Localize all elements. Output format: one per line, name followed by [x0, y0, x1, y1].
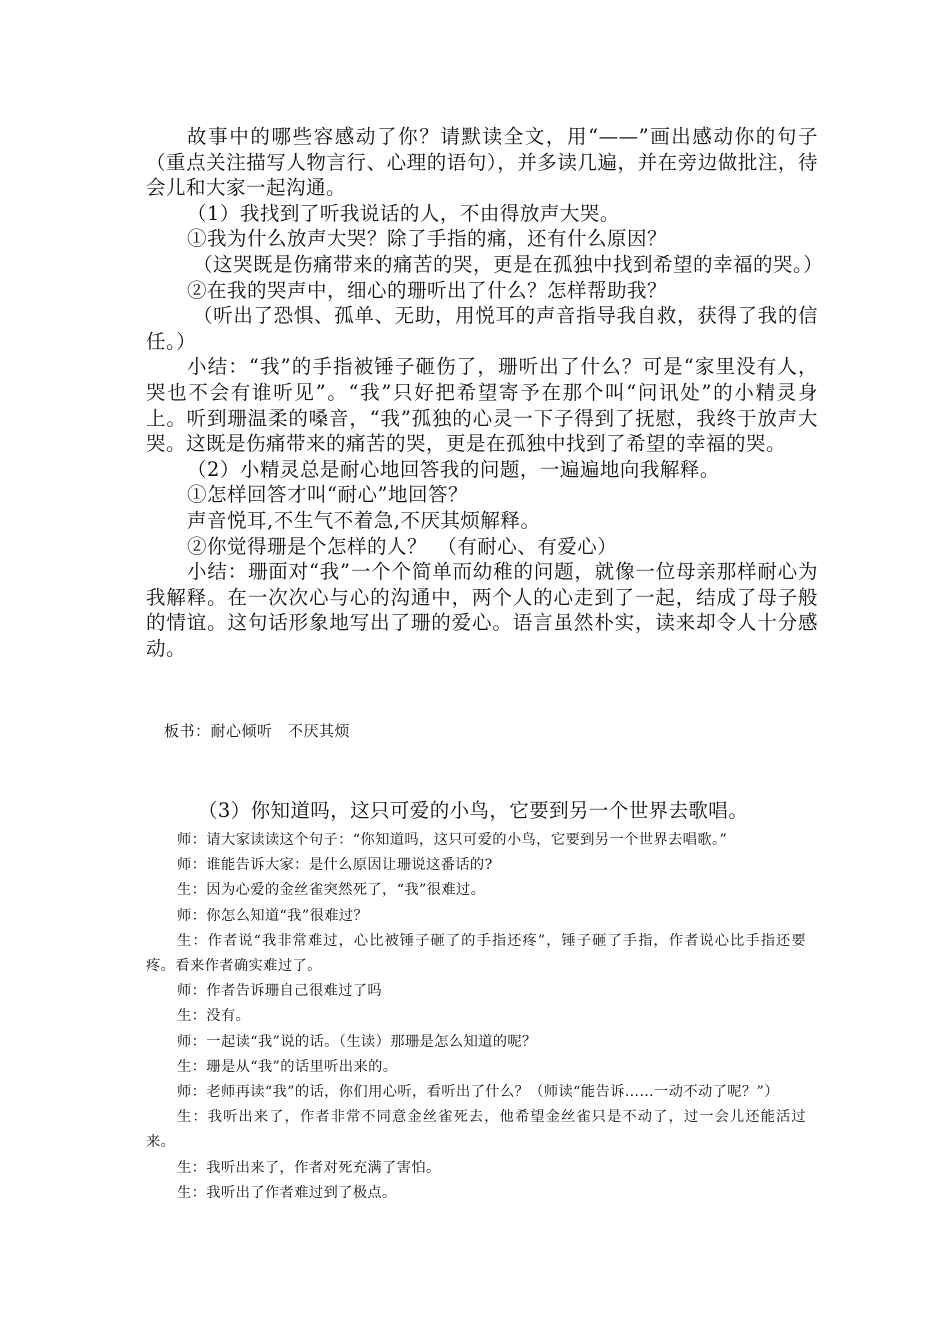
sentence-2-answer-1: 声音悦耳,不生气不着急,不厌其烦解释。	[187, 508, 541, 532]
dialogue-line: 生：我听出了作者难过到了极点。	[177, 1184, 397, 1201]
dialogue-line: 生：没有。	[177, 1008, 251, 1025]
sentence-1-heading: （1）我找到了听我说话的人，不由得放声大哭。	[187, 201, 620, 225]
dialogue-line: 师：谁能告诉大家：是什么原因让珊说这番话的?	[177, 857, 493, 874]
board-note: 板书：耐心倾听 不厌其烦	[164, 722, 351, 740]
sentence-3-heading: （3）你知道吗，这只可爱的小鸟，它要到另一个世界去歌唱。	[198, 799, 749, 822]
summary-2: 小结：珊面对“我”一个个简单而幼稚的问题，就像一位母亲那样耐心为我解释。在一次次心与心的沟通中，两个人的心走到了一起，结成了母子般的情谊。这句话形象地写出了珊的爱心。语言虽然朴实，读来却令人十分感动。	[146, 560, 818, 660]
dialogue-line: 生：我听出来了，作者非常不同意金丝雀死去，他希望金丝雀只是不动了，过一会儿还能活过来。	[146, 1109, 806, 1151]
sentence-1-question-1: ①我为什么放声大哭？除了手指的痛，还有什么原因？	[187, 227, 668, 251]
dialogue-line: 生：作者说“我非常难过，心比被锤子砸了的手指还疼”，锤子砸了手指，作者说心比手指还要疼。看来作者确实难过了。	[146, 932, 806, 975]
dialogue-line: 生：因为心爱的金丝雀突然死了，“我”很难过。	[177, 882, 486, 899]
sentence-2-heading: （2）小精灵总是耐心地回答我的问题，一遍遍地向我解释。	[187, 457, 720, 481]
dialogue-line: 生：我听出来了，作者对死充满了害怕。	[177, 1159, 441, 1176]
sentence-1-answer-2: （听出了恐惧、孤单、无助，用悦耳的声音指导我自救，获得了我的信任。）	[146, 304, 818, 353]
dialogue-line: 师：一起读“我”说的话。（生读）那珊是怎么知道的呢？	[177, 1033, 537, 1050]
summary-1: 小结：“我”的手指被锤子砸伤了，珊听出了什么？可是“家里没有人，哭也不会有谁听见”。“我”只好把希望寄予在那个叫“问讯处”的小精灵身上。听到珊温柔的嗓音，“我”孤独的心灵一下子得到了抚慰，我终于放声大哭。这既是伤痛带来的痛苦的哭，更是在孤独中找到了希望的幸福的哭。	[146, 355, 818, 456]
sentence-1-answer-1: （这哭既是伤痛带来的痛苦的哭，更是在孤独中找到希望的幸福的哭。）	[193, 252, 824, 276]
sentence-2-question-1: ①怎样回答才叫“耐心”地回答？	[187, 483, 468, 507]
dialogue-line: 师：老师再读“我”的话，你们用心听，看听出了什么？（师读“能告诉……一动不动了呢？”）	[177, 1084, 779, 1101]
intro-paragraph: 故事中的哪些容感动了你？请默读全文，用“——”画出感动你的句子（重点关注描写人物言行、心理的语句），并多读几遍，并在旁边做批注，待会儿和大家一起沟通。	[146, 125, 818, 200]
dialogue-line: 师：作者告诉珊自己很难过了吗	[177, 983, 383, 1000]
sentence-1-question-2: ②在我的哭声中，细心的珊听出了什么？怎样帮助我？	[187, 278, 668, 302]
dialogue-line: 师：请大家读读这个句子：“你知道吗，这只可爱的小鸟，它要到另一个世界去唱歌。”	[177, 832, 728, 848]
dialogue-section	[146, 828, 806, 1206]
dialogue-line: 师：你怎么知道“我”很难过？	[177, 907, 369, 924]
reading-section	[146, 124, 824, 661]
sentence-2-question-2: ②你觉得珊是个怎样的人？ （有耐心、有爱心）	[187, 534, 618, 558]
dialogue-line: 生：珊是从“我”的话里听出来的。	[177, 1058, 398, 1075]
